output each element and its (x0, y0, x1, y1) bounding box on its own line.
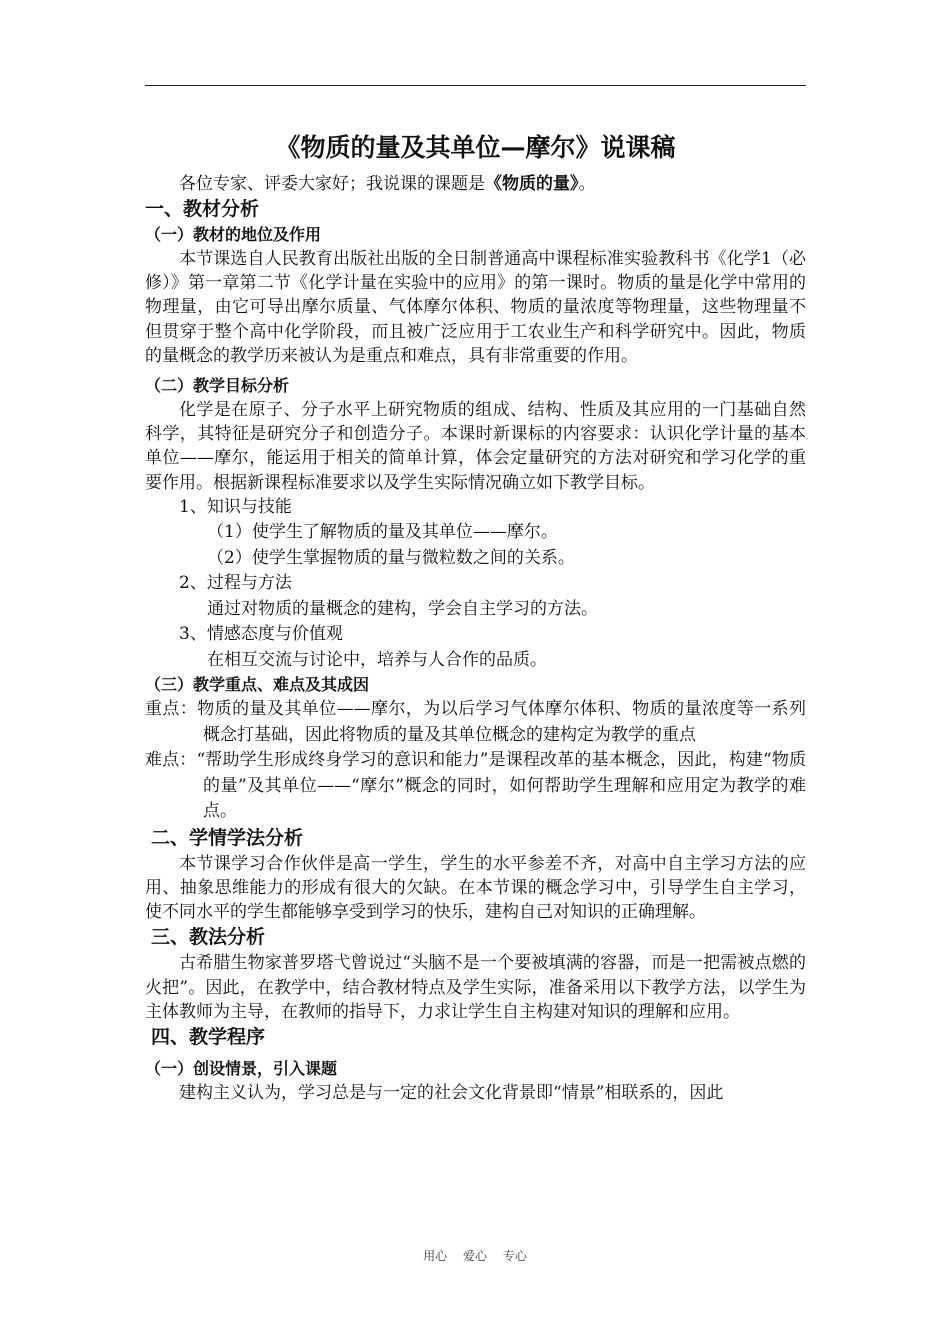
paragraph-key-point: 重点：物质的量及其单位——摩尔，为以后学习气体摩尔体积、物质的量浓度等一系列概念打基础，因此将物质的量及其单位概念的建构定为教学的重点 (145, 699, 806, 745)
goal-item-1b: （2）使学生掌握物质的量与微粒数之间的关系。 (207, 547, 575, 568)
subsection-heading-key-points: （三）教学重点、难点及其成因 (145, 675, 370, 695)
goal-item-3: 3、情感态度与价值观 (179, 624, 343, 645)
paragraph-goals: 化学是在原子、分子水平上研究物质的组成、结构、性质及其应用的一门基础自然科学，其特征是研究分子和创造分子。本课时新课标的内容要求：认识化学计量的基本单位——摩尔，能运用于相关的简单计算，体会定量研究的方法对研究和学习化学的重要作用。根据新课程标准要求以及学生实际情况确立如下教学目标。 (145, 400, 806, 493)
page-footer (0, 1247, 950, 1264)
footer-item: 专心 (502, 1249, 527, 1263)
paragraph-difficulty: 难点：“帮助学生形成终身学习的意识和能力”是课程改革的基本概念，因此，构建“物质的量”及其单位——“摩尔”概念的同时，如何帮助学生理解和应用定为教学的难点。 (145, 750, 806, 822)
goal-item-1: 1、知识与技能 (179, 496, 292, 517)
section-heading-textbook: 一、教材分析 (145, 198, 260, 220)
document-title: 《物质的量及其单位—摩尔》说课稿 (275, 133, 676, 162)
goal-item-2a: 通过对物质的量概念的建构，学会自主学习的方法。 (207, 598, 598, 619)
goal-item-2: 2、过程与方法 (179, 573, 292, 594)
subsection-heading-goals: （二）教学目标分析 (145, 376, 290, 396)
goal-item-1a: （1）使学生了解物质的量及其单位——摩尔。 (207, 522, 558, 543)
subsection-heading-scenario: （一）创设情景，引入课题 (145, 1059, 338, 1079)
header-rule (145, 85, 806, 86)
subsection-heading-status: （一）教材的地位及作用 (145, 225, 322, 244)
section-heading-procedure: 四、教学程序 (151, 1026, 266, 1049)
section-heading-learners: 二、学情学法分析 (151, 826, 304, 849)
footer-item: 用心 (423, 1249, 448, 1263)
greeting-prefix: 各位专家、评委大家好；我说课的课题是 (179, 174, 485, 194)
section-heading-methods: 三、教法分析 (151, 926, 266, 949)
goal-item-3a: 在相互交流与讨论中，培养与人合作的品质。 (207, 649, 547, 670)
footer-item: 爱心 (462, 1249, 487, 1263)
paragraph-methods: 古希腊生物家普罗塔弋曾说过“头脑不是一个要被填满的容器，而是一把需被点燃的火把”。因此，在教学中，结合教材特点及学生实际，准备采用以下教学方法，以学生为主体教师为主导，在教师的指导下，力求让学生自主构建对知识的理解和应用。 (145, 953, 806, 1022)
document-body (145, 128, 806, 1105)
paragraph-learners: 本节课学习合作伙伴是高一学生，学生的水平参差不齐，对高中自主学习方法的应用、抽象思维能力的形成有很大的欠缺。在本节课的概念学习中，引导学生自主学习，使不同水平的学生都能够享受到学习的快乐，建构自己对知识的正确理解。 (145, 853, 806, 923)
paragraph-status: 本节课选自人民教育出版社出版的全日制普通高中课程标准实验教科书《化学1（必修）》第一章第二节《化学计量在实验中的应用》的第一课时。物质的量是化学中常用的物理量，由它可导出摩尔质量、气体摩尔体积、物质的量浓度等物理量，这些物理量不但贯穿于整个高中化学阶段，而且被广泛应用于工农业生产和科学研究中。因此，物质的量概念的教学历来被认为是重点和难点，具有非常重要的作用。 (145, 249, 806, 366)
greeting-end: 。 (578, 174, 596, 194)
greeting-topic: 《物质的量》 (485, 174, 579, 194)
paragraph-scenario: 建构主义认为，学习总是与一定的社会文化背景即“情景”相联系的，因此 (179, 1083, 724, 1104)
greeting-line (145, 172, 806, 196)
